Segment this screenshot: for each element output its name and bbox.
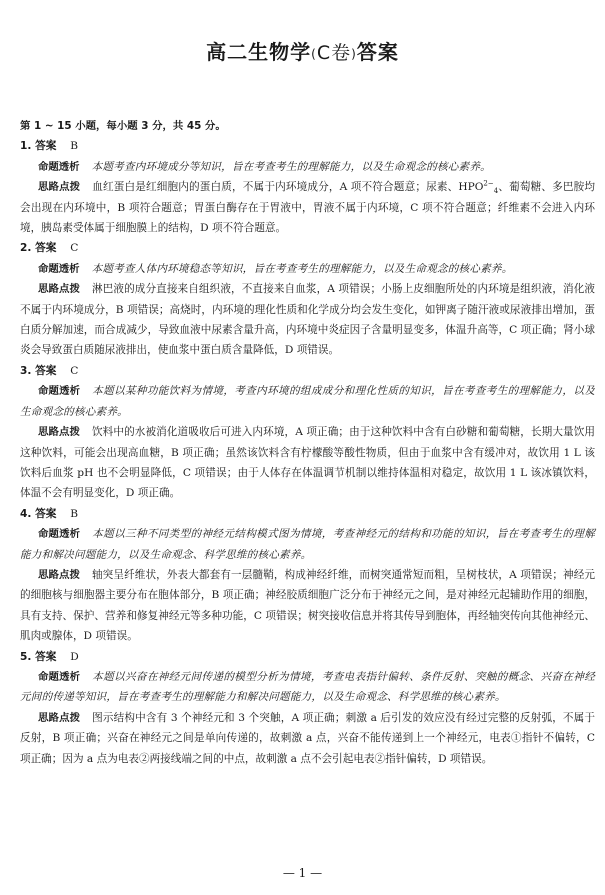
hint-superscript: 2−: [483, 179, 494, 188]
title-paren-open: (: [311, 47, 317, 61]
analysis-text: 本题考查内环境成分等知识，旨在考查考生的理解能力，以及生命观念的核心素养。: [91, 160, 491, 173]
question-number: 3.: [20, 364, 32, 377]
analysis-label: 命题透析: [38, 528, 81, 541]
question-block: [20, 361, 595, 504]
hint-paragraph: [20, 565, 595, 647]
hint-label: 思路点拨: [38, 568, 80, 581]
title-main: 高二生物学: [206, 40, 312, 64]
question-block: [20, 647, 595, 769]
answer-value: B: [70, 507, 79, 520]
title-suffix: 答案: [356, 40, 399, 64]
question-block: [20, 238, 595, 360]
answer-line: [20, 238, 595, 258]
answer-label: 答案: [35, 242, 57, 255]
answer-line: [20, 361, 595, 381]
hint-paragraph: [20, 177, 595, 238]
question-number: 5.: [20, 650, 32, 663]
answer-line: [20, 647, 595, 667]
hint-text-after: 、葡萄糖、多巴胺均会出现在内环境中，B 项符合题意；胃蛋白酶存在于胃液中，胃液不属于内环境，C 项不符合题意；纤维素不会进入内环境，胰岛素受体属于细胞膜上的结构，D 项不符合题意。: [20, 181, 596, 235]
hint-label: 思路点拨: [38, 181, 81, 194]
answer-line: [20, 504, 595, 524]
hint-label: 思路点拨: [38, 426, 80, 439]
question-block: [20, 136, 595, 238]
answer-line: [20, 136, 595, 156]
hint-text: 轴突呈纤维状，外表大都套有一层髓鞘，构成神经纤维，而树突通常短而粗，呈树枝状，A 项错误；神经元的细胞核与细胞器主要分布在胞体部分，B 项正确；神经胶质细胞广泛分布于神经元之间，是对神经元起辅助作用的细胞，具有支持、保护、营养和修复神经元等多种功能，C 项错误；树突接收信息并将其传导到胞体，再经轴突传向其他神经元、肌肉或腺体，D 项错误。: [20, 568, 596, 643]
analysis-paragraph: [20, 667, 595, 708]
answer-label: 答案: [35, 140, 57, 153]
answer-value: D: [70, 650, 79, 663]
hint-text-before: 血红蛋白是红细胞内的蛋白质，不属于内环境成分，A 项不符合题意；尿素、HPO: [92, 181, 484, 194]
question-number: 4.: [20, 507, 32, 520]
question-number: 2.: [20, 242, 32, 255]
page-title: [0, 36, 605, 65]
answer-value: C: [70, 364, 79, 377]
hint-paragraph: [20, 422, 595, 504]
analysis-text: 本题以兴奋在神经元间传递的模型分析为情境，考查电表指针偏转、条件反射、突触的概念、兴奋在神经元间的传递等知识，旨在考查考生的理解能力和解决问题能力，以及生命观念、科学思维的核心素养。: [20, 670, 596, 704]
hint-label: 思路点拨: [38, 711, 81, 724]
hint-paragraph: [20, 279, 595, 361]
hint-subscript: 4: [493, 187, 499, 196]
analysis-label: 命题透析: [38, 160, 80, 173]
analysis-paragraph: [20, 259, 595, 279]
hint-text: 淋巴液的成分直接来自组织液，不直接来自血浆，A 项错误；小肠上皮细胞所处的内环境是组织液，消化液不属于内环境成分，B 项错误；高烧时，内环境的理化性质和化学成分均会发生变化，如钾离子随汗液或尿液排出增加，蛋白质分解加速，而合成减少，导致血液中尿素含量升高，内环境中炎症因子含量明显变多，体温升高等，C 项正确；肾小球炎会导致蛋白质随尿液排出，使血浆中蛋白质含量降低，D 项错误。: [20, 283, 596, 357]
question-block: [20, 504, 595, 647]
analysis-text: 本题考查人体内环境稳态等知识，旨在考查考生的理解能力，以及生命观念的核心素养。: [91, 262, 513, 275]
analysis-label: 命题透析: [38, 670, 81, 683]
hint-label: 思路点拨: [38, 283, 80, 296]
hint-text: 饮料中的水被消化道吸收后可进入内环境，A 项正确；由于这种饮料中含有白砂糖和葡萄糖，长期大量饮用这种饮料，可能会出现高血糖，B 项正确；虽然该饮料含有柠檬酸等酸性物质，但由于血浆中含有缓冲对，故饮用 1 L 该饮料后血浆 pH 也不会明显降低，C 项错误；由于人体存在体温调节机制以维持体温相对稳定，故饮用 1 L 该冰镇饮料，体温不会有明显变化，D 项正确。: [20, 426, 596, 500]
answer-value: C: [70, 242, 79, 255]
analysis-label: 命题透析: [38, 262, 80, 275]
question-number: 1.: [20, 140, 32, 153]
answer-label: 答案: [35, 650, 57, 663]
analysis-paragraph: [20, 524, 595, 565]
title-paren-close: ): [351, 47, 357, 61]
analysis-paragraph: [20, 157, 595, 177]
page-number: — 1 —: [282, 866, 323, 880]
answer-content: [20, 116, 595, 769]
answer-value: B: [70, 140, 79, 153]
analysis-text: 本题以三种不同类型的神经元结构模式图为情境，考查神经元的结构和功能的知识，旨在考查考生的理解能力和解决问题能力，以及生命观念、科学思维的核心素养。: [20, 528, 596, 561]
section-intro: 第 1 ~ 15 小题，每小题 3 分，共 45 分。: [20, 120, 226, 132]
analysis-text: 本题以某种功能饮料为情境，考查内环境的组成成分和理化性质的知识，旨在考查考生的理解能力，以及生命观念的核心素养。: [20, 385, 596, 418]
answer-label: 答案: [35, 507, 57, 520]
analysis-paragraph: [20, 381, 595, 422]
analysis-label: 命题透析: [38, 385, 81, 398]
hint-paragraph: [20, 708, 595, 769]
answer-label: 答案: [35, 364, 57, 377]
title-volume: C卷: [316, 42, 352, 64]
hint-text: 图示结构中含有 3 个神经元和 3 个突触，A 项正确；刺激 a 后引发的效应没有经过完整的反射弧，不属于反射，B 项正确；兴奋在神经元之间是单向传递的，故刺激 a 点，兴奋不能传递到上一个神经元，电表①指针不偏转，C 项正确；因为 a 点为电表②两接线端之间的中点，故刺激 a 点不会引起电表②指针偏转，D 项错误。: [20, 711, 596, 765]
